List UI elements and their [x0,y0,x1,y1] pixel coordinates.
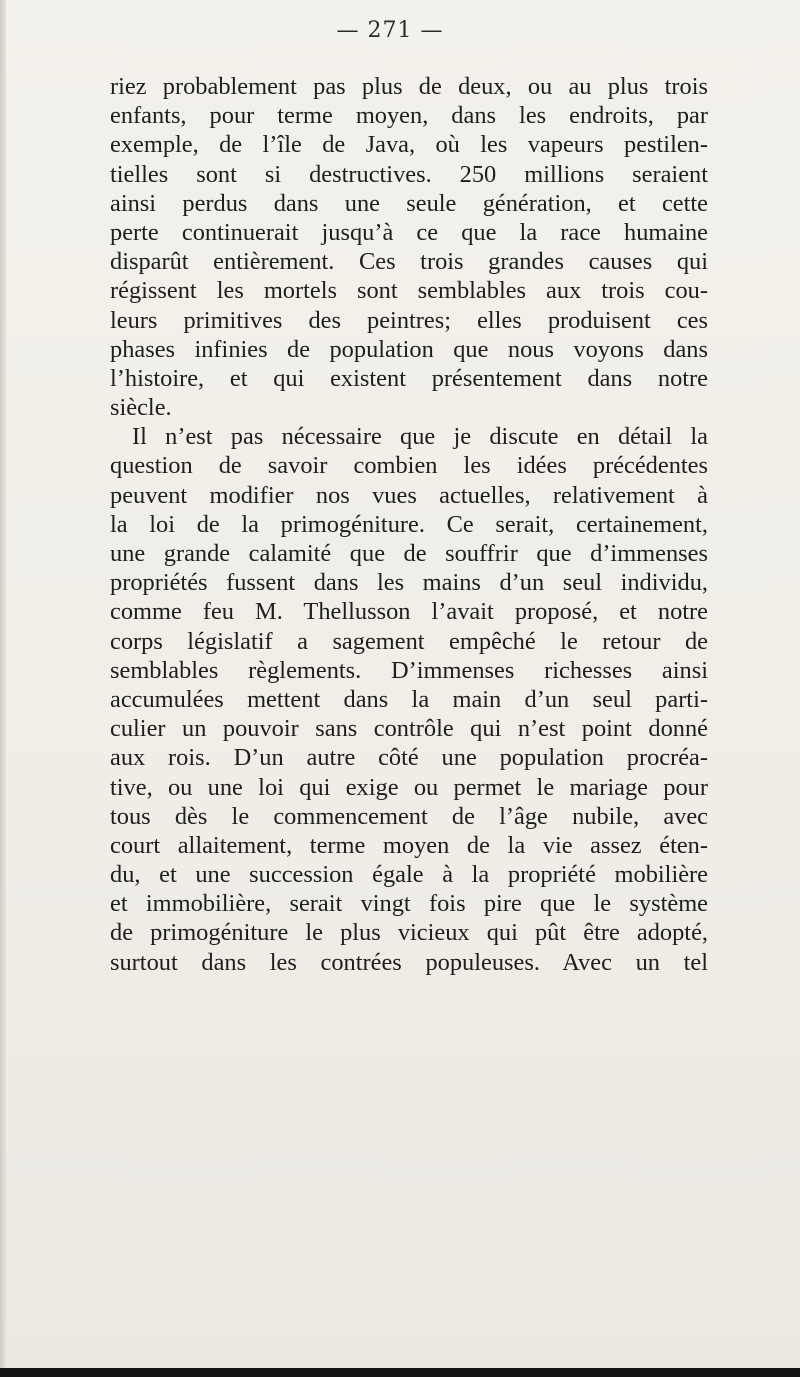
text-line: aux rois. D’un autre côté une population procréa- [110,744,708,772]
text-line: du, et une succession égale à la propriété mobilière [110,861,708,889]
text-line: tielles sont si destructives. 250 millions seraient [110,160,708,188]
text-line: siècle. [110,394,172,422]
text-line: enfants, pour terme moyen, dans les endroits, par [110,102,708,130]
text-line: phases infinies de population que nous voyons dans [110,335,708,363]
text-line: comme feu M. Thellusson l’avait proposé, et notre [110,598,708,626]
text-line: semblables règlements. D’immenses richesses ainsi [110,656,708,684]
text-line: propriétés fussent dans les mains d’un seul individu, [110,569,708,597]
text-line: surtout dans les contrées populeuses. Avec un tel [110,948,708,976]
text-line: régissent les mortels sont semblables aux trois cou- [110,277,708,305]
scan-bottom-edge [0,1368,800,1377]
text-line: leurs primitives des peintres; elles produisent ces [110,306,708,334]
text-line: de primogéniture le plus vicieux qui pût être adopté, [110,919,708,947]
text-line: tous dès le commencement de l’âge nubile, avec [110,802,708,830]
page-number: — 271 — [336,18,444,43]
body-text [110,72,708,977]
text-line: et immobilière, serait vingt fois pire que le système [110,890,708,918]
text-line: corps législatif a sagement empêché le retour de [110,627,708,655]
text-line: la loi de la primogéniture. Ce serait, certainement, [110,510,708,538]
text-line: riez probablement pas plus de deux, ou au plus trois [110,73,708,100]
text-line: disparût entièrement. Ces trois grandes causes qui [110,248,708,276]
text-line: ainsi perdus dans une seule génération, et cette [110,189,708,217]
text-line: culier un pouvoir sans contrôle qui n’est point donné [110,715,708,743]
page-gutter [0,0,6,1377]
text-line: une grande calamité que de souffrir que d’immenses [110,540,708,567]
text-line: perte continuerait jusqu’à ce que la race humaine [110,218,708,246]
text-line: peuvent modifier nos vues actuelles, relativement à [110,481,708,509]
paragraph-start-line: Il n’est pas nécessaire que je discute en détail la [132,423,708,451]
text-line: accumulées mettent dans la main d’un seul parti- [110,685,708,713]
text-line: court allaitement, terme moyen de la vie assez éten- [110,831,708,859]
text-line: l’histoire, et qui existent présentement dans notre [110,364,708,392]
text-line: tive, ou une loi qui exige ou permet le mariage pour [110,773,708,801]
text-line: question de savoir combien les idées précédentes [110,452,708,480]
text-line: exemple, de l’île de Java, où les vapeurs pestilen- [110,131,708,159]
